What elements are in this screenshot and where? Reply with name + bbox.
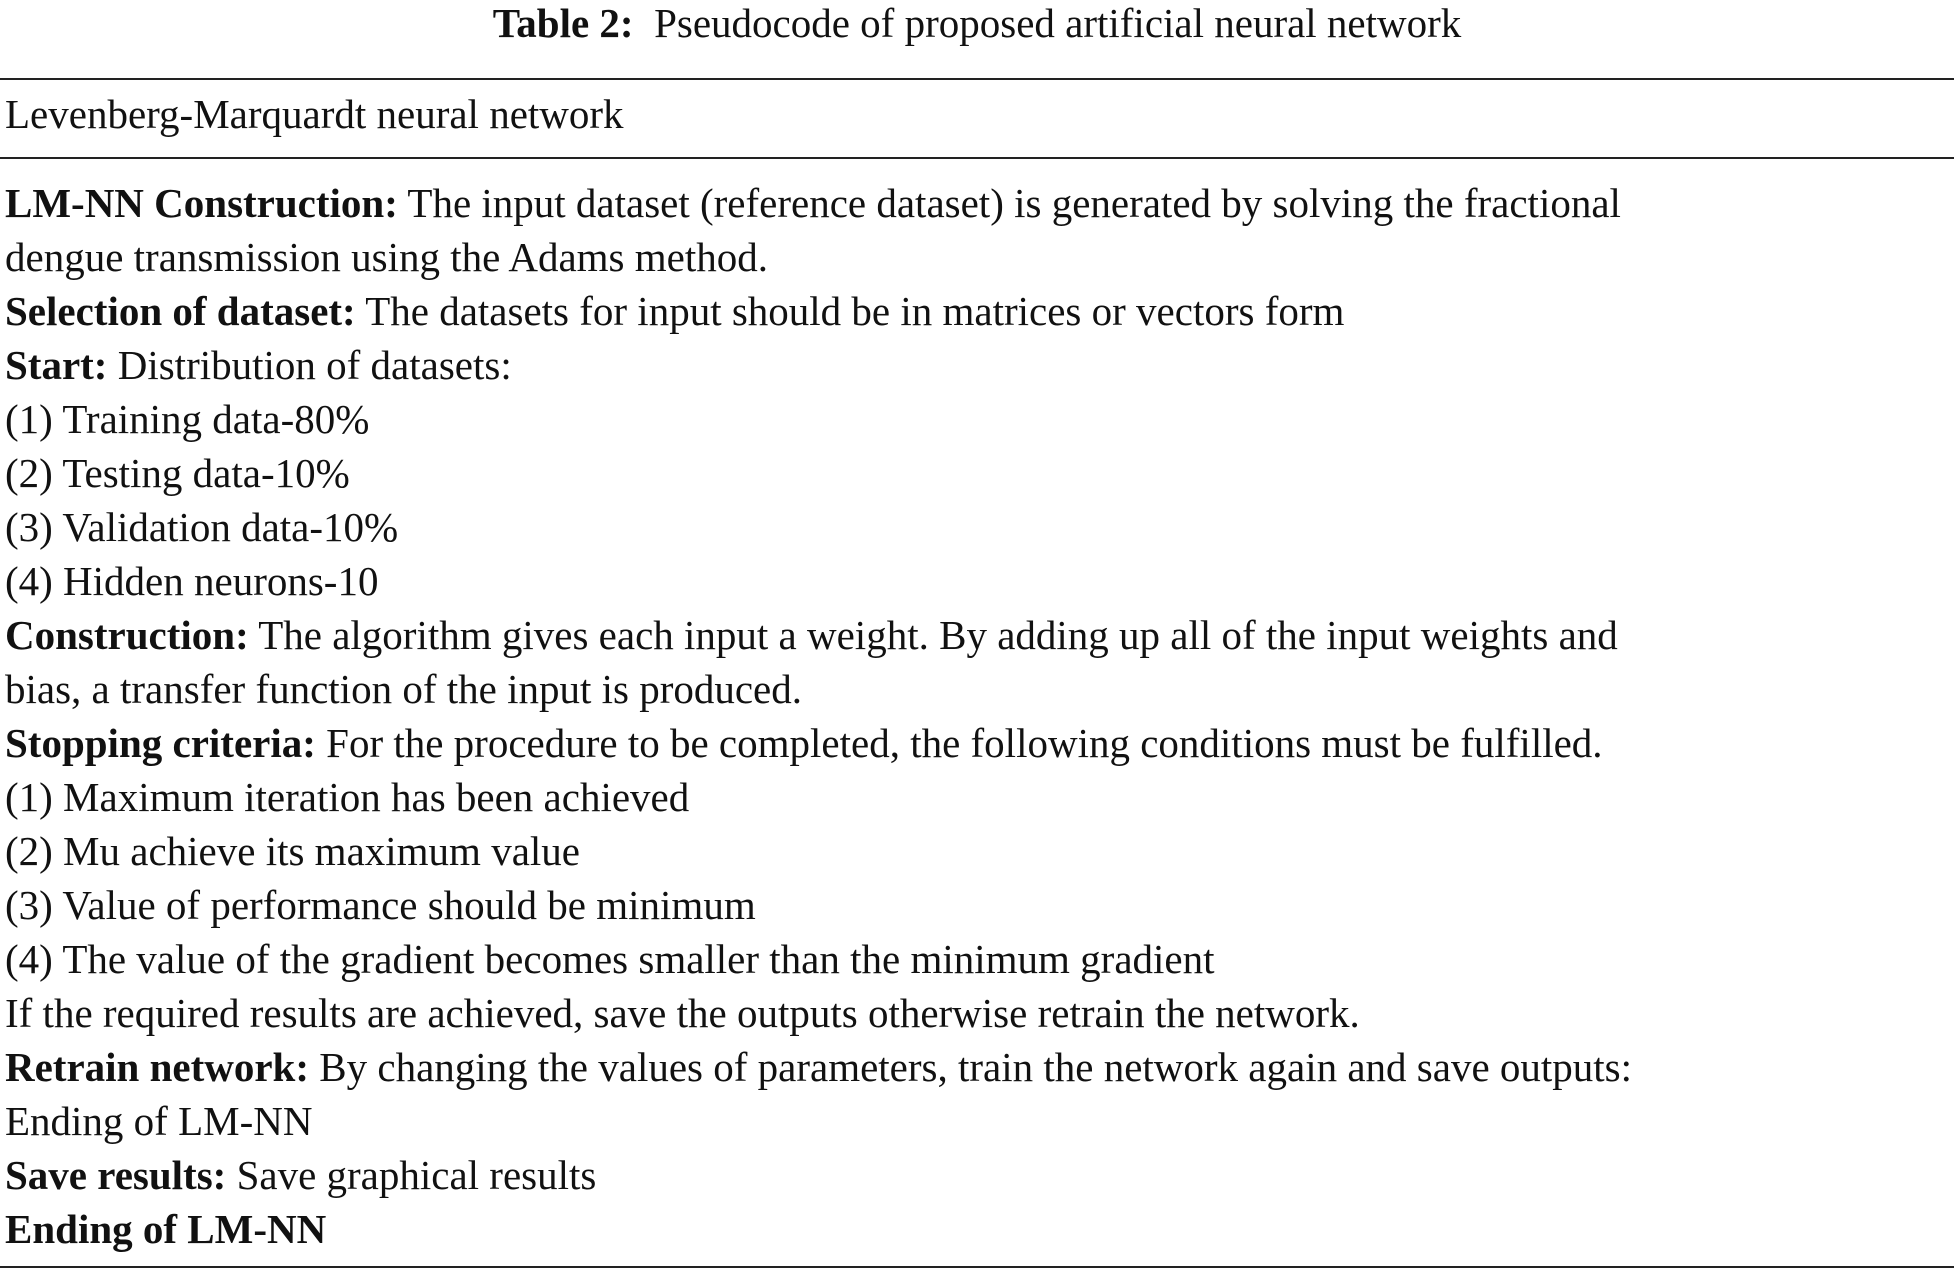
pseudocode-line [5, 824, 1950, 878]
pseudocode-line [5, 1202, 1950, 1256]
line-keyword: Ending of LM-NN [5, 1206, 327, 1252]
pseudocode-line [5, 1040, 1950, 1094]
line-keyword: Save results: [5, 1152, 227, 1198]
line-text: Ending of LM-NN [5, 1098, 313, 1144]
line-text: The datasets for input should be in matrices or vectors form [355, 288, 1345, 334]
line-keyword: Selection of dataset: [5, 288, 356, 334]
line-text: bias, a transfer function of the input is produced. [5, 666, 802, 712]
pseudocode-line [5, 716, 1950, 770]
line-text: (1) Training data-80% [5, 396, 370, 442]
top-rule [0, 78, 1954, 80]
line-text: Distribution of datasets: [107, 342, 512, 388]
pseudocode-line [5, 176, 1950, 230]
pseudocode-line [5, 554, 1950, 608]
pseudocode-line [5, 662, 1950, 716]
caption-text: Pseudocode of proposed artificial neural network [654, 0, 1462, 46]
pseudocode-line [5, 878, 1950, 932]
line-text: (2) Testing data-10% [5, 450, 350, 496]
line-text: (2) Mu achieve its maximum value [5, 828, 580, 874]
pseudocode-line [5, 500, 1950, 554]
line-text: (3) Validation data-10% [5, 504, 399, 550]
line-text: The algorithm gives each input a weight. By adding up all of the input weights and [248, 612, 1618, 658]
bottom-rule [0, 1266, 1954, 1268]
line-keyword: Retrain network: [5, 1044, 310, 1090]
line-text: If the required results are achieved, save the outputs otherwise retrain the network. [5, 990, 1360, 1036]
line-text: For the procedure to be completed, the following conditions must be fulfilled. [315, 720, 1603, 766]
pseudocode-line [5, 446, 1950, 500]
pseudocode-line [5, 230, 1950, 284]
pseudocode-line [5, 770, 1950, 824]
pseudocode-line [5, 284, 1950, 338]
header-rule [0, 157, 1954, 159]
pseudocode-line [5, 1148, 1950, 1202]
line-text: dengue transmission using the Adams method. [5, 234, 768, 280]
line-text: The input dataset (reference dataset) is generated by solving the fractional [397, 180, 1621, 226]
pseudocode-line [5, 1094, 1950, 1148]
pseudocode-line [5, 986, 1950, 1040]
pseudocode-line [5, 338, 1950, 392]
line-text: (4) Hidden neurons-10 [5, 558, 379, 604]
table-header: Levenberg-Marquardt neural network [5, 91, 624, 137]
line-text: (1) Maximum iteration has been achieved [5, 774, 690, 820]
line-text: Save graphical results [226, 1152, 597, 1198]
line-keyword: Stopping criteria: [5, 720, 316, 766]
line-keyword: LM-NN Construction: [5, 180, 398, 226]
line-text: (4) The value of the gradient becomes smaller than the minimum gradient [5, 936, 1215, 982]
pseudocode-body [5, 176, 1950, 1256]
table-caption [0, 0, 1954, 46]
line-text: (3) Value of performance should be minimum [5, 882, 756, 928]
line-keyword: Construction: [5, 612, 249, 658]
pseudocode-line [5, 608, 1950, 662]
pseudocode-line [5, 932, 1950, 986]
pseudocode-line [5, 392, 1950, 446]
caption-label: Table 2: [492, 0, 634, 46]
line-text: By changing the values of parameters, train the network again and save outputs: [309, 1044, 1633, 1090]
line-keyword: Start: [5, 342, 108, 388]
